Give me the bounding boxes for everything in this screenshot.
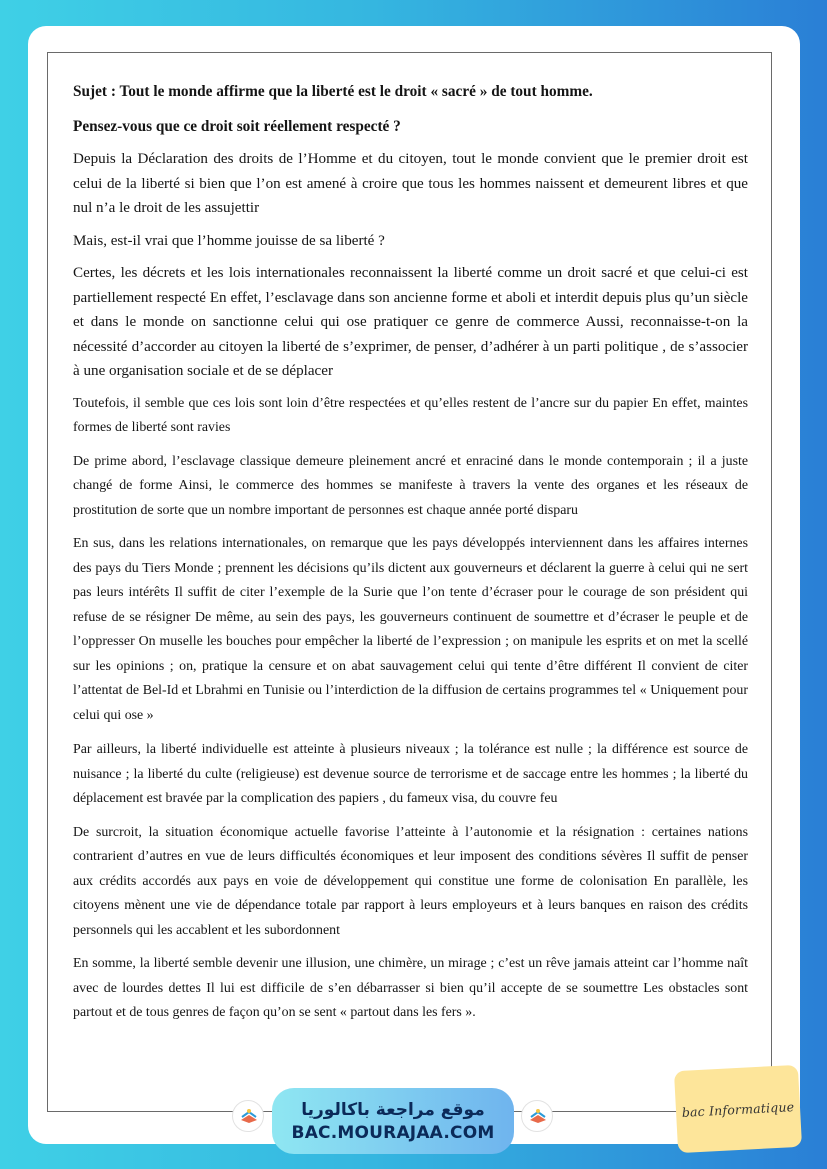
document-body [73,80,748,1026]
paragraph-thesis: Certes, les décrets et les lois internationales reconnaissent la liberté comme un droit sacré et que celui-ci est partiellement respecté En effet, l’esclavage dans son ancienne forme et aboli et interdit depuis plus qu’un siècle et dans le monde on sanctionne celui qui ose pratiquer ce genre de commerce Aussi, reconnaisse-t-on la nécessité d’accorder au citoyen la liberté de s’exprimer, de penser, d’adhérer à un parti politique , de s’associer à une organisation sociale et de se déplacer [73,265,748,379]
paragraph-antithesis: Toutefois, il semble que ces lois sont loin d’être respectées et qu’elles restent de l’ancre sur du papier En effet, maintes formes de liberté sont ravies [73,395,748,435]
site-logo-icon-left [232,1100,264,1132]
site-logo-icon-right [521,1100,553,1132]
paragraph-conclusion: En somme, la liberté semble devenir une illusion, une chimère, un mirage ; c’est un rêve jamais atteint car l’homme naît avec de lourdes dettes Il lui est difficile de s’en débarrasser si bien qu’il accepte de se soumettre Les obstacles sont partout et de tous genres de façon qu’on se sent « partout dans les fers ». [73,956,748,1020]
paragraph-intro: Depuis la Déclaration des droits de l’Homme et du citoyen, tout le monde convient que le premier droit est celui de la liberté si bien que l’on est amené à croire que tous les hommes naissent et demeurent libres et que nul n’a le droit de les assujettir [73,151,748,216]
badge-label: bac Informatique [681,1098,795,1120]
paragraph-problem: Mais, est-il vrai que l’homme jouisse de sa liberté ? [73,232,385,249]
paragraph-international: En sus, dans les relations internationales, on remarque que les pays développés interviennent dans les affaires internes des pays du Tiers Monde ; prennent les décisions qu’ils dictent aux gouverneurs et déclarent la guerre à celui qui ne sert pas leurs intérêts Il suffit de citer l’exemple de la Surie que l’on tente d’écraser pour le courage de son président qui refuse de se résigner De même, au sein des pays, les gouverneurs continuent de soumettre et d’écraser le peuple et de l’oppresser On muselle les bouches pour empêcher la liberté de l’expression ; on manipule les esprits et on met la scellé sur les opinions ; on, pratique la censure et on abat sauvagement celui qui tente d’être différent Il convient de citer l’attentat de Bel-Id et Lbrahmi en Tunisie ou l’interdiction de la diffusion de certains programmes tel « Uniquement pour celui qui ose » [73,536,748,723]
site-name-arabic: موقع مراجعة باكالوريا [301,1100,485,1120]
subject-heading: Sujet : Tout le monde affirme que la liberté est le droit « sacré » de tout homme. [73,83,593,100]
subject-question: Pensez-vous que ce droit soit réellement respecté ? [73,118,401,135]
site-banner[interactable] [272,1088,514,1154]
bac-informatique-badge [674,1065,802,1153]
site-url-link[interactable]: BAC.MOURAJAA.COM [291,1123,495,1143]
paragraph-slavery: De prime abord, l’esclavage classique demeure pleinement ancré et enraciné dans le monde contemporain ; il a juste changé de forme Ainsi, le commerce des hommes se manifeste à travers la vente des organes et les réseaux de prostitution de sorte que un nombre important de personnes est chaque année porté disparu [73,453,748,518]
paragraph-individual: Par ailleurs, la liberté individuelle est atteinte à plusieurs niveaux ; la tolérance est nulle ; la différence est source de nuisance ; la liberté du culte (religieuse) est devenue source de terrorisme et de saccage entre les hommes ; la liberté du déplacement est bravée par la complication des papiers , du fameux visa, du couvre feu [73,742,748,806]
paragraph-economic: De surcroit, la situation économique actuelle favorise l’atteinte à l’autonomie et la résignation : certaines nations contrarient d’autres en vue de leurs difficultés économiques et leur imposent des conditions sévères Il suffit de penser aux crédits accordés aux pays en voie de développement qui constitue une forme de colonisation En parallèle, les citoyens mènent une vie de dépendance totale par rapport à leurs employeurs et à leurs banques en raison des crédits personnels qui les accablent et les subordonnent [73,824,748,938]
